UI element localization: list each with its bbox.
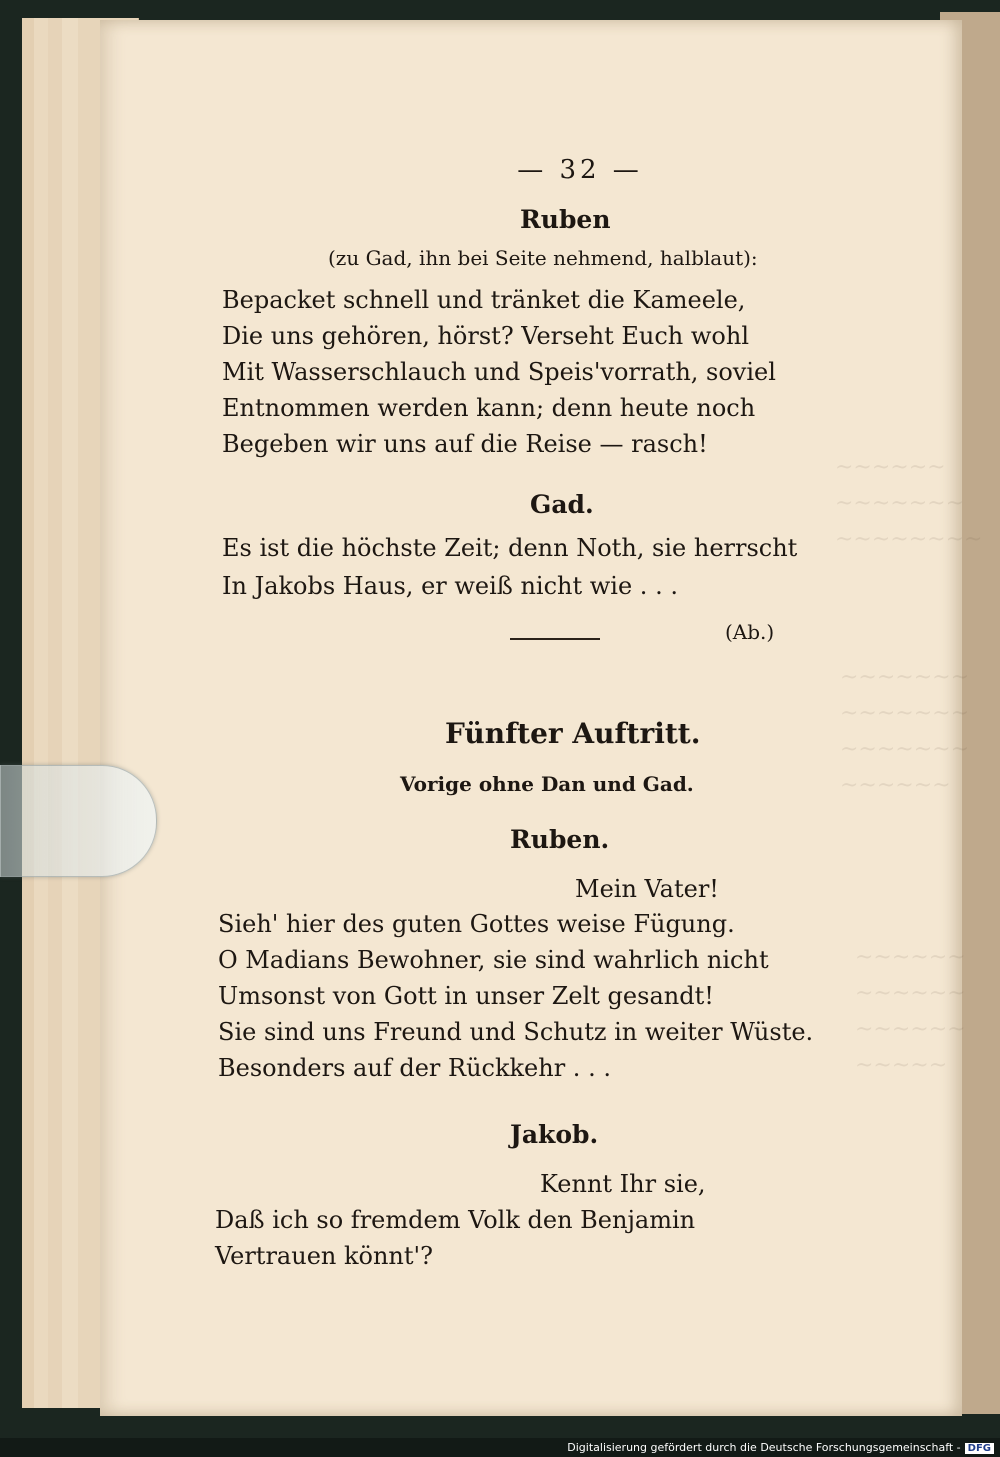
verse-line: In Jakobs Haus, er weiß nicht wie . . . <box>222 572 678 600</box>
dfg-logo: DFG <box>965 1443 994 1454</box>
verse-line: Sieh' hier des guten Gottes weise Fügung. <box>218 910 735 938</box>
show-through-text: ~~~~~~ ~~~~~~~ ~~~~~~~~ <box>835 455 983 552</box>
verse-line: Mein Vater! <box>575 875 719 903</box>
page-text <box>100 20 962 1416</box>
stage-direction-exit: (Ab.) <box>725 620 775 644</box>
digitization-credit <box>567 1441 994 1454</box>
speaker-ruben: Ruben <box>520 205 611 234</box>
credit-text: Digitalisierung gefördert durch die Deutsche Forschungsgemeinschaft - <box>567 1441 961 1454</box>
speaker-ruben: Ruben. <box>510 825 610 854</box>
page-number: — 32 — <box>517 155 643 185</box>
verse-line: Begeben wir uns auf die Reise — rasch! <box>222 430 708 458</box>
verse-line: Bepacket schnell und tränket die Kameele, <box>222 286 746 314</box>
cast-list: Vorige ohne Dan und Gad. <box>400 772 694 796</box>
speaker-jakob: Jakob. <box>510 1120 599 1149</box>
verse-line: Mit Wasserschlauch und Speis'vorrath, soviel <box>222 358 776 386</box>
show-through-text: ~~~~~~ ~~~~~~ ~~~~~~ ~~~~~ <box>855 945 966 1078</box>
verse-line: Es ist die höchste Zeit; denn Noth, sie herrscht <box>222 534 798 562</box>
verse-line: Die uns gehören, hörst? Verseht Euch wohl <box>222 322 749 350</box>
verse-line: Daß ich so fremdem Volk den Benjamin <box>215 1206 696 1234</box>
book-clamp <box>0 765 157 877</box>
divider-rule <box>510 638 600 640</box>
verse-line: Besonders auf der Rückkehr . . . <box>218 1054 611 1082</box>
verse-line: Kennt Ihr sie, <box>540 1170 706 1198</box>
speaker-gad: Gad. <box>530 490 594 519</box>
verse-line: Vertrauen könnt'? <box>215 1242 433 1270</box>
verse-line: Umsonst von Gott in unser Zelt gesandt! <box>218 982 714 1010</box>
verse-line: Entnommen werden kann; denn heute noch <box>222 394 756 422</box>
scene-heading: Fünfter Auftritt. <box>445 717 701 750</box>
verse-line: Sie sind uns Freund und Schutz in weiter Wüste. <box>218 1018 814 1046</box>
book-page <box>100 20 983 1416</box>
show-through-text: ~~~~~~~ ~~~~~~~ ~~~~~~~ ~~~~~~ <box>840 665 970 798</box>
verse-line: O Madians Bewohner, sie sind wahrlich nicht <box>218 946 769 974</box>
stage-direction: (zu Gad, ihn bei Seite nehmend, halblaut): <box>328 246 758 270</box>
